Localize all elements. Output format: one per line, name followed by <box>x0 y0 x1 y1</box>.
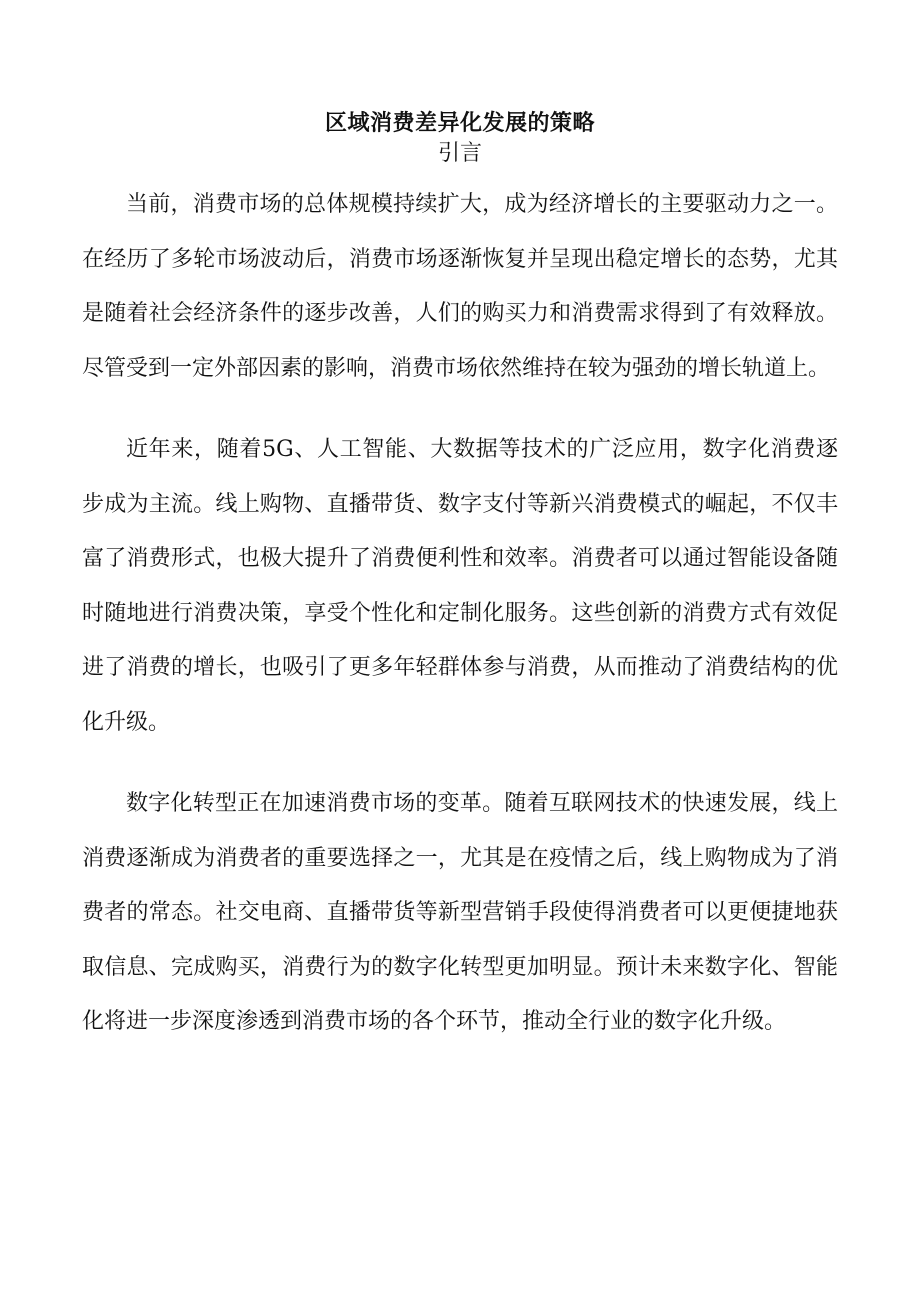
document-title: 区域消费差异化发展的策略 <box>324 110 595 136</box>
paragraph-1: 当前，消费市场的总体规模持续扩大，成为经济增长的主要驱动力之一。在经历了多轮市场波动后，消费市场逐渐恢复并呈现出稳定增长的态势，尤其是随着社会经济条件的逐步改善，人们的购买力和消费需求得到了有效释放。尽管受到一定外部因素的影响，消费市场依然维持在较为强劲的增长轨道上。 <box>82 192 838 381</box>
document-body <box>82 178 838 1077</box>
paragraph-2: 近年来，随着5G、人工智能、大数据等技术的广泛应用，数字化消费逐步成为主流。线上购物、直播带货、数字支付等新兴消费模式的崛起，不仅丰富了消费形式，也极大提升了消费便利性和效率。消费者可以通过智能设备随时随地进行消费决策，享受个性化和定制化服务。这些创新的消费方式有效促进了消费的增长，也吸引了更多年轻群体参与消费，从而推动了消费结构的优化升级。 <box>82 437 838 735</box>
paragraph-3: 数字化转型正在加速消费市场的变革。随着互联网技术的快速发展，线上消费逐渐成为消费者的重要选择之一，尤其是在疫情之后，线上购物成为了消费者的常态。社交电商、直播带货等新型营销手段使得消费者可以更便捷地获取信息、完成购买，消费行为的数字化转型更加明显。预计未来数字化、智能化将进一步深度渗透到消费市场的各个环节，推动全行业的数字化升级。 <box>82 791 838 1034</box>
section-heading: 引言 <box>437 141 482 166</box>
